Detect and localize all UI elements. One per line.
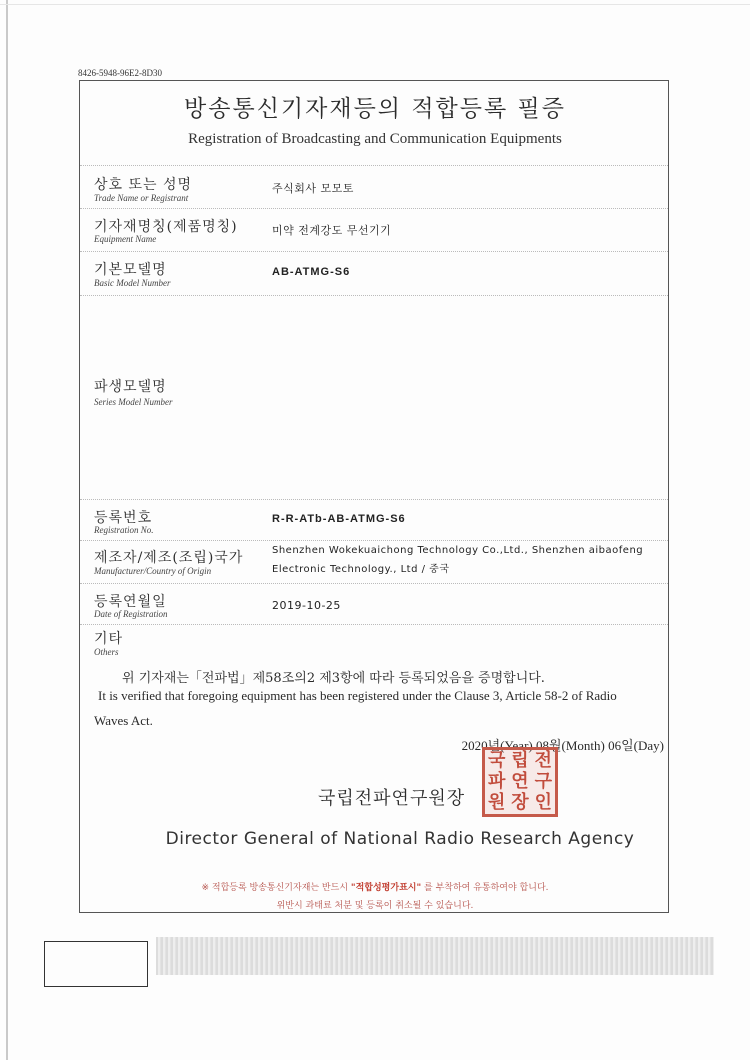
- divider: [80, 499, 668, 500]
- seal-char: 연: [511, 770, 529, 792]
- basic-model-label-en: Basic Model Number: [94, 278, 171, 288]
- divider: [80, 208, 668, 209]
- manufacturer-label-en: Manufacturer/Country of Origin: [94, 566, 212, 576]
- seal-char: 장: [511, 792, 529, 814]
- notice-line1: [0, 880, 750, 893]
- registration-no-label: 등록번호: [94, 510, 153, 526]
- seal-char: 원: [487, 792, 506, 814]
- equipment-name-value: 미약 전계강도 무선기기: [272, 224, 392, 237]
- statement-korean: 위 기자재는「전파법」제58조의2 제3항에 따라 등록되었음을 증명합니다.: [122, 671, 545, 686]
- notice-prefix: ※ 적합등록 방송통신기자재는 반드시: [201, 883, 349, 893]
- manufacturer-label: 제조자/제조(조립)국가: [94, 550, 244, 566]
- seal-char: 파: [487, 770, 506, 792]
- basic-model-label: 기본모델명: [94, 262, 167, 278]
- document-id: 8426-5948-96E2-8D30: [78, 68, 162, 78]
- statement-english-line1: It is verified that foregoing equipment has been registered under the Clause 3, Article 58-2 of Radio: [98, 688, 617, 703]
- seal-char: 전: [534, 749, 553, 771]
- seal-char: 구: [534, 770, 553, 792]
- divider: [80, 251, 668, 252]
- scan-edge-top: [0, 4, 750, 5]
- seal-char: 인: [534, 792, 553, 814]
- others-label-en: Others: [94, 647, 119, 657]
- divider: [80, 624, 668, 625]
- trade-name-label-en: Trade Name or Registrant: [94, 193, 189, 203]
- footer-barcode-strip: [156, 937, 714, 975]
- registration-date-label: 등록연월일: [94, 594, 167, 610]
- basic-model-value: AB-ATMG-S6: [272, 266, 351, 278]
- series-model-label: 파생모델명: [94, 379, 167, 395]
- title-english: Registration of Broadcasting and Communication Equipments: [188, 131, 562, 147]
- registration-date-value: 2019-10-25: [272, 599, 341, 612]
- registration-date-label-en: Date of Registration: [94, 609, 168, 619]
- manufacturer-value-line1: Shenzhen Wokekuaichong Technology Co.,Ltd., Shenzhen aibaofeng: [272, 545, 644, 556]
- title-korean: 방송통신기자재등의 적합등록 필증: [184, 96, 566, 122]
- seal-char: 립: [511, 749, 529, 771]
- seal-char: 국: [487, 749, 506, 771]
- registration-no-label-en: Registration No.: [94, 525, 154, 535]
- issuer-english: Director General of National Radio Research Agency: [165, 829, 635, 849]
- divider: [80, 583, 668, 584]
- official-seal: [482, 747, 558, 817]
- registration-no-value: R-R-ATb-AB-ATMG-S6: [272, 513, 406, 525]
- manufacturer-value-line2: Electronic Technology., Ltd / 중국: [272, 564, 450, 575]
- issuer-korean: 국립전파연구원장: [318, 788, 466, 809]
- footer-box: [44, 941, 148, 987]
- others-label: 기타: [94, 631, 124, 647]
- notice-emphasis: "적합성평가표시": [350, 883, 422, 893]
- notice-line2: 위반시 과태료 처분 및 등록이 취소될 수 있습니다.: [276, 901, 474, 911]
- divider: [80, 540, 668, 541]
- divider: [80, 295, 668, 296]
- issue-date: 2020년(Year) 08월(Month) 06일(Day): [461, 738, 664, 753]
- trade-name-label: 상호 또는 성명: [94, 177, 193, 193]
- equipment-name-label-en: Equipment Name: [94, 234, 157, 244]
- equipment-name-label: 기자재명칭(제품명칭): [94, 219, 238, 235]
- divider: [80, 165, 668, 166]
- statement-english-line2: Waves Act.: [94, 713, 153, 728]
- series-model-label-en: Series Model Number: [94, 397, 173, 407]
- trade-name-value: 주식회사 모모토: [272, 182, 354, 195]
- notice-suffix: 를 부착하여 유통하여야 합니다.: [424, 883, 549, 893]
